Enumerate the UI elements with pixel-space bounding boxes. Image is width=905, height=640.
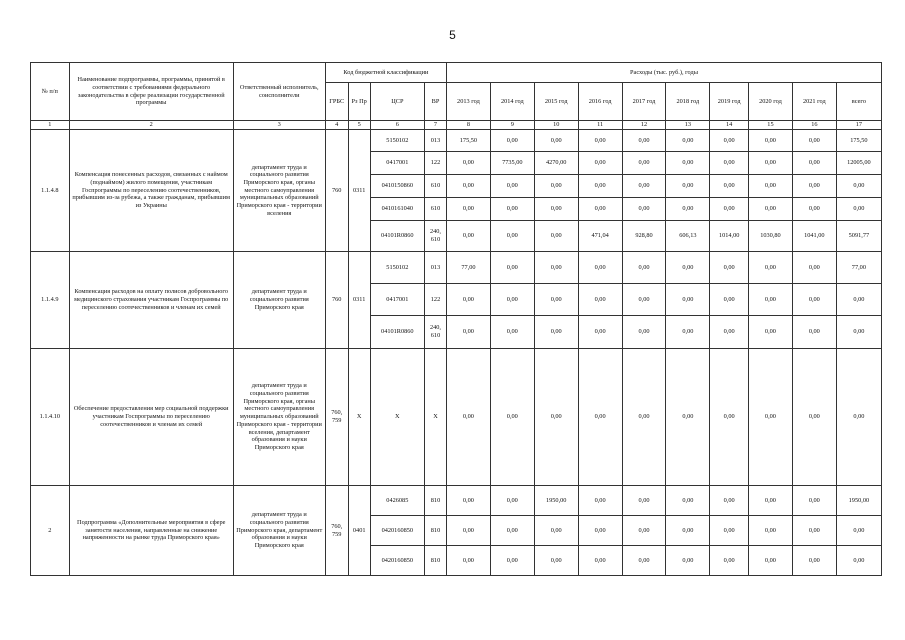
expense-value: 5091,77 bbox=[836, 221, 881, 252]
expense-value: 0,00 bbox=[749, 486, 793, 516]
header-col-number: 10 bbox=[534, 121, 578, 130]
grbs-code: 760 bbox=[325, 130, 348, 252]
header-col-number: 6 bbox=[370, 121, 424, 130]
expense-value: 0,00 bbox=[446, 316, 490, 349]
header-col-number: 3 bbox=[233, 121, 325, 130]
expense-value: 0,00 bbox=[749, 252, 793, 284]
vr-code: 610 bbox=[425, 175, 447, 198]
csr-code: 5150102 bbox=[370, 252, 424, 284]
vr-code: 810 bbox=[425, 486, 447, 516]
expense-value: 0,00 bbox=[622, 152, 666, 175]
vr-code: 810 bbox=[425, 516, 447, 546]
header-year: 2020 год bbox=[749, 83, 793, 121]
expense-value: 0,00 bbox=[622, 284, 666, 316]
header-col-number: 15 bbox=[749, 121, 793, 130]
rzpr-code: 0311 bbox=[348, 252, 370, 349]
expense-value: 0,00 bbox=[446, 284, 490, 316]
expense-value: 0,00 bbox=[446, 221, 490, 252]
program-responsible: департамент труда и социального развития Приморского края bbox=[233, 252, 325, 349]
csr-code: 0420160850 bbox=[370, 516, 424, 546]
header-year: 2021 год bbox=[792, 83, 836, 121]
page-number: 5 bbox=[449, 28, 456, 42]
expense-value: 0,00 bbox=[836, 198, 881, 221]
expense-value: 0,00 bbox=[446, 198, 490, 221]
vr-code: 810 bbox=[425, 546, 447, 576]
expense-value: 0,00 bbox=[578, 349, 622, 486]
vr-code: 610 bbox=[425, 198, 447, 221]
expense-value: 1014,00 bbox=[710, 221, 749, 252]
expense-value: 0,00 bbox=[749, 152, 793, 175]
expense-value: 0,00 bbox=[622, 486, 666, 516]
expense-value: 0,00 bbox=[710, 486, 749, 516]
expense-value: 0,00 bbox=[792, 198, 836, 221]
expense-value: 0,00 bbox=[578, 252, 622, 284]
program-name: Обеспечение предоставления мер социальной поддержки участникам Госпрограммы по переселению соотечественников и членам их семей bbox=[69, 349, 233, 486]
header-col-number: 9 bbox=[490, 121, 534, 130]
expense-value: 0,00 bbox=[666, 198, 710, 221]
expense-value: 0,00 bbox=[490, 516, 534, 546]
header-year: 2016 год bbox=[578, 83, 622, 121]
grbs-code: 760, 759 bbox=[325, 486, 348, 576]
expense-value: 0,00 bbox=[622, 546, 666, 576]
expense-value: 0,00 bbox=[490, 252, 534, 284]
expense-value: 0,00 bbox=[666, 486, 710, 516]
expense-value: 0,00 bbox=[622, 198, 666, 221]
header-year: 2018 год bbox=[666, 83, 710, 121]
expense-value: 0,00 bbox=[490, 486, 534, 516]
expense-value: 0,00 bbox=[666, 152, 710, 175]
expense-value: 0,00 bbox=[710, 175, 749, 198]
expense-value: 0,00 bbox=[446, 152, 490, 175]
expense-value: 0,00 bbox=[749, 546, 793, 576]
expense-value: 0,00 bbox=[490, 198, 534, 221]
expense-value: 0,00 bbox=[792, 252, 836, 284]
csr-code: 04101R0860 bbox=[370, 221, 424, 252]
expense-value: 0,00 bbox=[749, 516, 793, 546]
expense-value: 0,00 bbox=[710, 252, 749, 284]
grbs-code: 760 bbox=[325, 252, 348, 349]
expense-value: 0,00 bbox=[666, 175, 710, 198]
program-responsible: департамент труда и социального развития Приморского края, органы местного самоуправления муниципальных образований Приморского края - территории вселения, департамент образования и науки Приморского края bbox=[233, 349, 325, 486]
expense-value: 0,00 bbox=[710, 152, 749, 175]
header-year: всего bbox=[836, 83, 881, 121]
expense-value: 0,00 bbox=[666, 284, 710, 316]
expense-value: 0,00 bbox=[534, 175, 578, 198]
header-col-number: 13 bbox=[666, 121, 710, 130]
vr-code: 013 bbox=[425, 130, 447, 152]
expense-value: 0,00 bbox=[749, 130, 793, 152]
expense-value: 0,00 bbox=[792, 175, 836, 198]
expense-value: 0,00 bbox=[446, 175, 490, 198]
expense-value: 0,00 bbox=[622, 130, 666, 152]
expense-value: 0,00 bbox=[710, 349, 749, 486]
expense-value: 0,00 bbox=[749, 198, 793, 221]
expense-value: 0,00 bbox=[534, 284, 578, 316]
csr-code: 5150102 bbox=[370, 130, 424, 152]
budget-table bbox=[30, 62, 882, 576]
expense-value: 0,00 bbox=[490, 175, 534, 198]
expense-value: 0,00 bbox=[622, 316, 666, 349]
vr-code: 013 bbox=[425, 252, 447, 284]
header-num: № п/п bbox=[31, 63, 70, 121]
expense-value: 0,00 bbox=[490, 221, 534, 252]
header-col-number: 12 bbox=[622, 121, 666, 130]
expense-value: 0,00 bbox=[622, 175, 666, 198]
expense-value: 606,13 bbox=[666, 221, 710, 252]
expense-value: 0,00 bbox=[578, 516, 622, 546]
vr-code: 122 bbox=[425, 152, 447, 175]
expense-value: 0,00 bbox=[578, 546, 622, 576]
csr-code: 0417001 bbox=[370, 284, 424, 316]
header-year: 2015 год bbox=[534, 83, 578, 121]
header-col-number: 2 bbox=[69, 121, 233, 130]
expense-value: 0,00 bbox=[749, 349, 793, 486]
expense-value: 0,00 bbox=[666, 516, 710, 546]
expense-value: 12005,00 bbox=[836, 152, 881, 175]
expense-value: 1041,00 bbox=[792, 221, 836, 252]
expense-value: 0,00 bbox=[792, 486, 836, 516]
csr-code: 0410150860 bbox=[370, 175, 424, 198]
expense-value: 0,00 bbox=[710, 284, 749, 316]
header-col-number: 5 bbox=[348, 121, 370, 130]
expense-value: 0,00 bbox=[490, 284, 534, 316]
expense-value: 0,00 bbox=[578, 486, 622, 516]
csr-code: Х bbox=[370, 349, 424, 486]
csr-code: 04101R0860 bbox=[370, 316, 424, 349]
vr-code: 240, 610 bbox=[425, 316, 447, 349]
expense-value: 0,00 bbox=[666, 349, 710, 486]
expense-value: 0,00 bbox=[490, 130, 534, 152]
expense-value: 0,00 bbox=[710, 316, 749, 349]
expense-value: 0,00 bbox=[710, 198, 749, 221]
header-grbs: ГРБС bbox=[325, 83, 348, 121]
program-number: 1.1.4.9 bbox=[31, 252, 70, 349]
expense-value: 0,00 bbox=[622, 516, 666, 546]
expense-value: 0,00 bbox=[710, 130, 749, 152]
program-name: Компенсация расходов на оплату полисов добровольного медицинского страхования участникам Госпрограммы по переселению соотечественников и членам их семей bbox=[69, 252, 233, 349]
header-year: 2013 год bbox=[446, 83, 490, 121]
expense-value: 0,00 bbox=[836, 349, 881, 486]
header-csr: ЦСР bbox=[370, 83, 424, 121]
csr-code: 0420160850 bbox=[370, 546, 424, 576]
vr-code: 240, 610 bbox=[425, 221, 447, 252]
expense-value: 0,00 bbox=[578, 316, 622, 349]
table-row bbox=[31, 130, 882, 152]
expense-value: 7735,00 bbox=[490, 152, 534, 175]
program-name: Компенсация понесенных расходов, связанных с наймом (поднаймом) жилого помещения, участникам Госпрограммы по переселению соотечественников, прибывшим из-за рубежа, а также гражданам, прибывшим из Украины bbox=[69, 130, 233, 252]
expense-value: 0,00 bbox=[792, 546, 836, 576]
program-responsible: департамент труда и социального развития Приморского края, департамент образования и науки Приморского края bbox=[233, 486, 325, 576]
expense-value: 0,00 bbox=[534, 198, 578, 221]
header-vr: ВР bbox=[425, 83, 447, 121]
table-row bbox=[31, 252, 882, 284]
expense-value: 0,00 bbox=[490, 316, 534, 349]
expense-value: 0,00 bbox=[792, 152, 836, 175]
csr-code: 0410161040 bbox=[370, 198, 424, 221]
header-col-number: 11 bbox=[578, 121, 622, 130]
header-name: Наименование подпрограммы, программы, принятой в соответствии с требованиями федерального законодательства в сфере реализации государственной программы bbox=[69, 63, 233, 121]
header-col-number: 8 bbox=[446, 121, 490, 130]
rzpr-code: 0311 bbox=[348, 130, 370, 252]
expense-value: 0,00 bbox=[836, 316, 881, 349]
expense-value: 0,00 bbox=[534, 130, 578, 152]
expense-value: 0,00 bbox=[578, 198, 622, 221]
expense-value: 0,00 bbox=[490, 349, 534, 486]
expense-value: 0,00 bbox=[622, 349, 666, 486]
expense-value: 471,04 bbox=[578, 221, 622, 252]
table-row bbox=[31, 486, 882, 516]
expense-value: 0,00 bbox=[534, 316, 578, 349]
header-col-number: 4 bbox=[325, 121, 348, 130]
expense-value: 0,00 bbox=[534, 349, 578, 486]
expense-value: 0,00 bbox=[710, 546, 749, 576]
expense-value: 0,00 bbox=[578, 175, 622, 198]
table-row bbox=[31, 349, 882, 486]
expense-value: 0,00 bbox=[666, 130, 710, 152]
header-year: 2017 год bbox=[622, 83, 666, 121]
rzpr-code: Х bbox=[348, 349, 370, 486]
header-year: 2014 год bbox=[490, 83, 534, 121]
expense-value: 77,00 bbox=[836, 252, 881, 284]
expense-value: 0,00 bbox=[836, 175, 881, 198]
expense-value: 0,00 bbox=[749, 284, 793, 316]
expense-value: 0,00 bbox=[836, 546, 881, 576]
program-number: 1.1.4.10 bbox=[31, 349, 70, 486]
program-responsible: департамент труда и социального развития Приморского края, органы местного самоуправления муниципальных образований Приморского края - территории вселения bbox=[233, 130, 325, 252]
expense-value: 0,00 bbox=[792, 516, 836, 546]
expense-value: 0,00 bbox=[666, 252, 710, 284]
expense-value: 0,00 bbox=[578, 284, 622, 316]
expense-value: 0,00 bbox=[446, 486, 490, 516]
program-number: 2 bbox=[31, 486, 70, 576]
csr-code: 0417001 bbox=[370, 152, 424, 175]
expense-value: 0,00 bbox=[666, 546, 710, 576]
header-responsible: Ответственный исполнитель, соисполнители bbox=[233, 63, 325, 121]
expense-value: 77,00 bbox=[446, 252, 490, 284]
expense-value: 0,00 bbox=[534, 221, 578, 252]
expense-value: 175,50 bbox=[836, 130, 881, 152]
rzpr-code: 0401 bbox=[348, 486, 370, 576]
expense-value: 0,00 bbox=[666, 316, 710, 349]
expense-value: 0,00 bbox=[578, 130, 622, 152]
header-year: 2019 год bbox=[710, 83, 749, 121]
expense-value: 1950,00 bbox=[534, 486, 578, 516]
expense-value: 1950,00 bbox=[836, 486, 881, 516]
expense-value: 0,00 bbox=[836, 516, 881, 546]
grbs-code: 760, 759 bbox=[325, 349, 348, 486]
expense-value: 0,00 bbox=[622, 252, 666, 284]
expense-value: 0,00 bbox=[534, 252, 578, 284]
expense-value: 0,00 bbox=[836, 284, 881, 316]
expense-value: 0,00 bbox=[490, 546, 534, 576]
expense-value: 0,00 bbox=[446, 516, 490, 546]
vr-code: Х bbox=[425, 349, 447, 486]
expense-value: 0,00 bbox=[792, 316, 836, 349]
header-col-number: 16 bbox=[792, 121, 836, 130]
expense-value: 4270,00 bbox=[534, 152, 578, 175]
header-expenses: Расходы (тыс. руб.), годы bbox=[446, 63, 881, 83]
expense-value: 0,00 bbox=[792, 284, 836, 316]
header-col-number: 7 bbox=[425, 121, 447, 130]
csr-code: 0426085 bbox=[370, 486, 424, 516]
expense-value: 0,00 bbox=[792, 349, 836, 486]
expense-value: 0,00 bbox=[446, 546, 490, 576]
expense-value: 0,00 bbox=[710, 516, 749, 546]
program-number: 1.1.4.8 bbox=[31, 130, 70, 252]
expense-value: 0,00 bbox=[749, 175, 793, 198]
header-rzpr: Рз Пр bbox=[348, 83, 370, 121]
header-col-number: 1 bbox=[31, 121, 70, 130]
program-name: Подпрограмма «Дополнительные мероприятия в сфере занятости населения, направленные на снижение напряженности на рынке труда Приморского края» bbox=[69, 486, 233, 576]
expense-value: 175,50 bbox=[446, 130, 490, 152]
expense-value: 0,00 bbox=[446, 349, 490, 486]
vr-code: 122 bbox=[425, 284, 447, 316]
header-col-number: 17 bbox=[836, 121, 881, 130]
expense-value: 0,00 bbox=[534, 516, 578, 546]
expense-value: 1030,80 bbox=[749, 221, 793, 252]
header-col-number: 14 bbox=[710, 121, 749, 130]
expense-value: 0,00 bbox=[534, 546, 578, 576]
expense-value: 0,00 bbox=[792, 130, 836, 152]
expense-value: 928,80 bbox=[622, 221, 666, 252]
expense-value: 0,00 bbox=[578, 152, 622, 175]
expense-value: 0,00 bbox=[749, 316, 793, 349]
header-budget-class: Код бюджетной классификации bbox=[325, 63, 446, 83]
